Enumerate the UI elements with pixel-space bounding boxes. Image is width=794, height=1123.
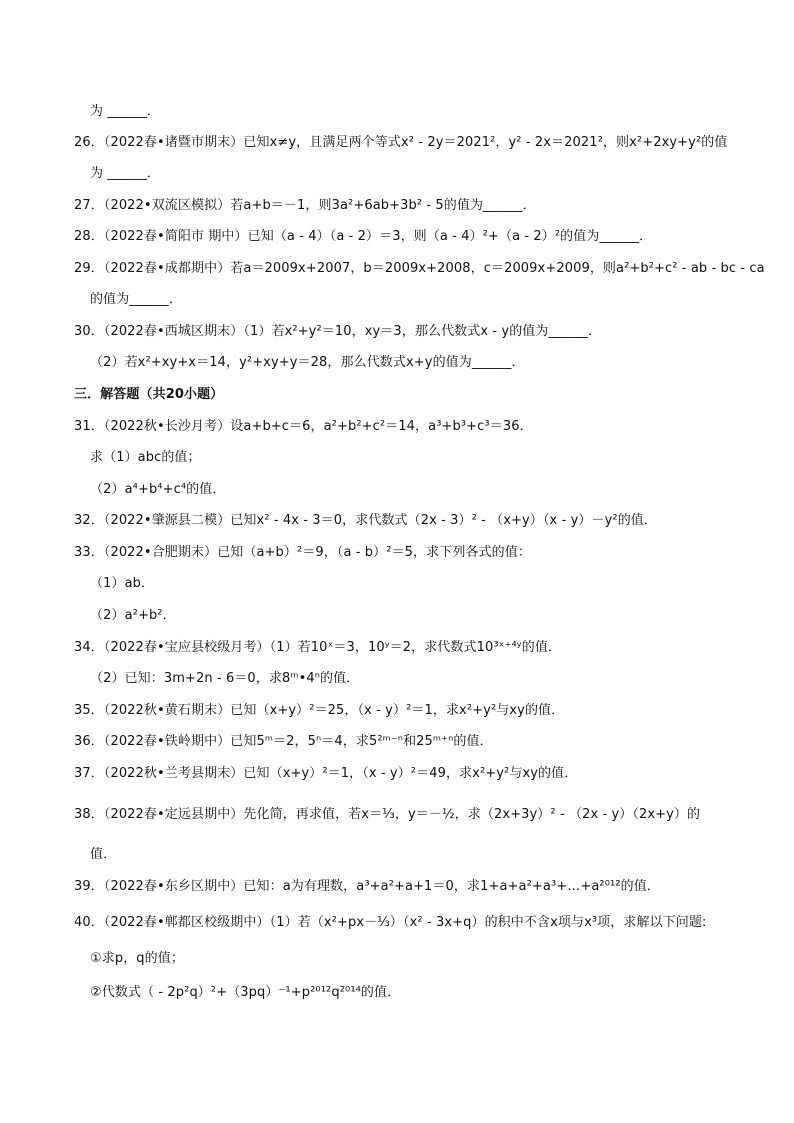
question-continuation: 的值为______． xyxy=(90,292,182,307)
question-line: 37．（2022秋•兰考县期末）已知（x+y）²＝1，（x - y）²＝49，求x²+y²与xy的值． xyxy=(74,766,578,781)
question-continuation: （2）a⁴+b⁴+c⁴的值． xyxy=(90,482,226,497)
question-continuation: ②代数式（ - 2p²q）²+（3pq）⁻¹+p²⁰¹²q²⁰¹⁴的值． xyxy=(90,985,401,1000)
question-line: 33．（2022•合肥期末）已知（a+b）²＝9，（a - b）²＝5，求下列各式的值： xyxy=(74,545,531,560)
question-line: 31．（2022秋•长沙月考）设a+b+c＝6，a²+b²+c²＝14，a³+b³+c³＝36． xyxy=(74,419,533,434)
question-line: 30．（2022春•西城区期末）（1）若x²+y²＝10，xy＝3，那么代数式x - y的值为______． xyxy=(74,324,602,339)
question-continuation: 为 ______． xyxy=(90,104,161,119)
question-line: 35．（2022秋•黄石期末）已知（x+y）²＝25，（x - y）²＝1，求x²+y²与xy的值． xyxy=(74,703,565,718)
question-line: 26．（2022春•诸暨市期末）已知x≠y，且满足两个等式x² - 2y＝2021²，y² - 2x＝2021²，则x²+2xy+y²的值 xyxy=(74,135,728,150)
question-line: 40．（2022春•郸都区校级期中）（1）若（x²+px－⅓）（x² - 3x+q）的积中不含x项与x³项，求解以下问题: xyxy=(74,915,707,930)
question-continuation: 求（1）abc的值； xyxy=(90,450,201,465)
question-continuation: （2）a²+b²． xyxy=(90,608,176,623)
question-line: 32．（2022•肇源县二模）已知x² - 4x - 3＝0，求代数式（2x - 3）² - （x+y）（x - y）－y²的值． xyxy=(74,513,658,528)
question-line: 28．（2022春•简阳市 期中）已知（a - 4）（a - 2）＝3，则（a - 4）²+（a - 2）²的值为______． xyxy=(74,229,653,244)
question-line: 29．（2022春•成都期中）若a＝2009x+2007，b＝2009x+2008，c＝2009x+2009，则a²+b²+c² - ab - bc - ca xyxy=(74,261,765,276)
question-continuation: 为 ______． xyxy=(90,166,161,181)
question-continuation: （2）已知：3m+2n - 6＝0，求8ᵐ•4ⁿ的值． xyxy=(90,671,360,686)
question-line: 38．（2022春•定远县期中）先化简，再求值，若x＝⅓，y＝－½，求（2x+3y）² - （2x - y）（2x+y）的 xyxy=(74,807,701,822)
question-continuation: （2）若x²+xy+x＝14，y²+xy+y＝28，那么代数式x+y的值为______． xyxy=(90,355,525,370)
section-heading: 三．解答题（共20小题） xyxy=(74,387,224,402)
question-line: 39．（2022春•东乡区期中）已知：a为有理数，a³+a²+a+1＝0，求1+a+a²+a³+…+a²⁰¹²的值． xyxy=(74,879,660,894)
question-line: 34．（2022春•宝应县校级月考）（1）若10ˣ＝3，10ʸ＝2，求代数式10³ˣ⁺⁴ʸ的值． xyxy=(74,640,562,655)
question-continuation: ①求p，q的值； xyxy=(90,951,184,966)
question-continuation: 值． xyxy=(90,847,117,862)
question-line: 27．（2022•双流区模拟）若a+b＝－1，则3a²+6ab+3b² - 5的值为______． xyxy=(74,198,536,213)
question-line: 36．（2022春•铁岭期中）已知5ᵐ＝2，5ⁿ＝4，求5²ᵐ⁻ⁿ和25ᵐ⁺ⁿ的值． xyxy=(74,734,493,749)
question-continuation: （1）ab． xyxy=(90,576,155,591)
